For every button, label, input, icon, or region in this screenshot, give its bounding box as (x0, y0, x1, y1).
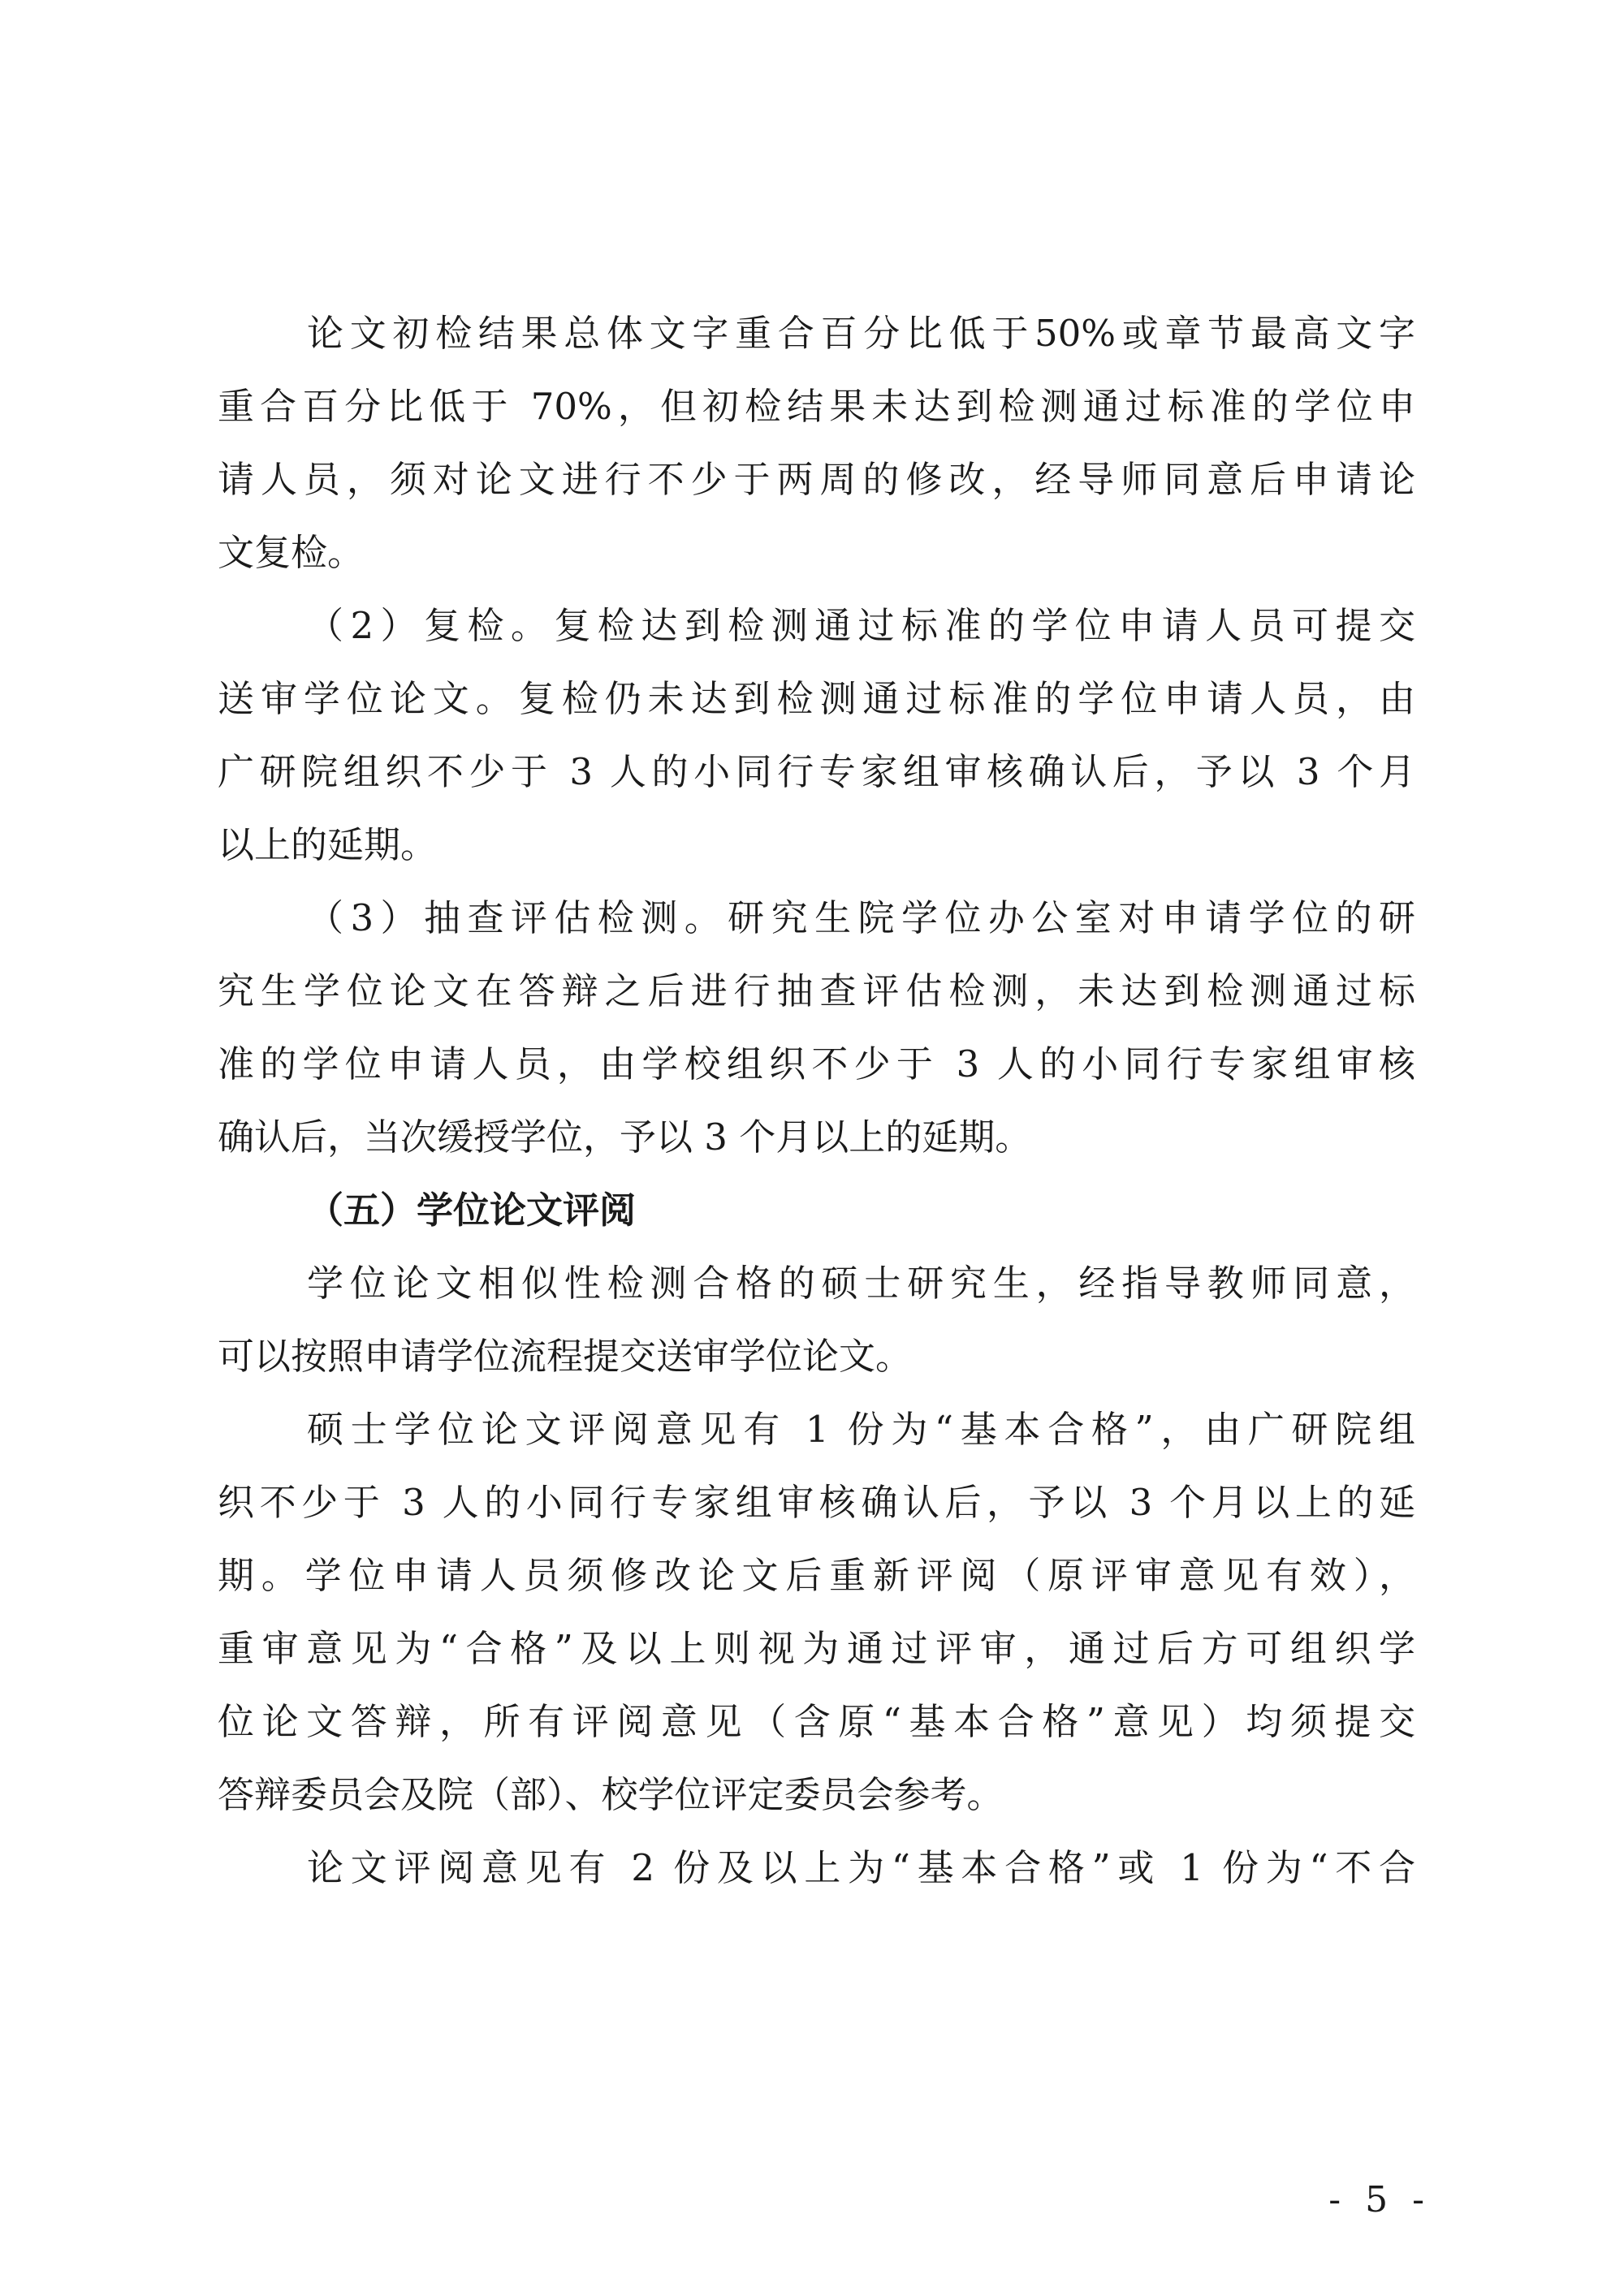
text-line: 答辩委员会及院（部）、校学位评定委员会参考。 (218, 1773, 1004, 1816)
text-line: 究生学位论文在答辩之后进行抽查评估检测，未达到检测通过标 (218, 969, 1415, 1012)
text-line: 可以按照申请学位流程提交送审学位论文。 (218, 1335, 913, 1378)
text-line: 位论文答辩，所有评阅意见（含原“基本合格”意见）均须提交 (218, 1700, 1415, 1743)
text-line: 确认后，当次缓授学位，予以 3 个月以上的延期。 (218, 1116, 1032, 1159)
text-line: 重合百分比低于 70%，但初检结果未达到检测通过标准的学位申 (218, 385, 1415, 428)
text-line: 请人员，须对论文进行不少于两周的修改，经导师同意后申请论 (218, 458, 1415, 501)
text-line: 期。学位申请人员须修改论文后重新评阅（原评审意见有效）， (218, 1554, 1415, 1597)
text-line: 送审学位论文。复检仍未达到检测通过标准的学位申请人员，由 (218, 677, 1415, 720)
text-line: 广研院组织不少于 3 人的小同行专家组审核确认后，予以 3 个月 (218, 750, 1415, 793)
section-heading: （五）学位论文评阅 (307, 1189, 637, 1232)
text-line: 重审意见为“合格”及以上则视为通过评审，通过后方可组织学 (218, 1627, 1415, 1670)
page-number: - 5 - (1328, 2179, 1431, 2220)
text-line: 学位论文相似性检测合格的硕士研究生，经指导教师同意， (307, 1262, 1415, 1305)
text-line: 论文初检结果总体文字重合百分比低于50%或章节最高文字 (307, 312, 1415, 355)
text-line: 织不少于 3 人的小同行专家组审核确认后，予以 3 个月以上的延 (218, 1481, 1415, 1524)
text-line: （2）复检。复检达到检测通过标准的学位申请人员可提交 (307, 604, 1415, 647)
text-line: （3）抽查评估检测。研究生院学位办公室对申请学位的研 (307, 896, 1415, 939)
document-body (218, 297, 1415, 1905)
text-line: 准的学位申请人员，由学校组织不少于 3 人的小同行专家组审核 (218, 1042, 1415, 1085)
text-line: 论文评阅意见有 2 份及以上为“基本合格”或 1 份为“不合 (307, 1846, 1415, 1889)
text-line: 以上的延期。 (218, 823, 438, 866)
text-line: 硕士学位论文评阅意见有 1 份为“基本合格”，由广研院组 (307, 1408, 1415, 1451)
text-line: 文复检。 (218, 531, 365, 574)
